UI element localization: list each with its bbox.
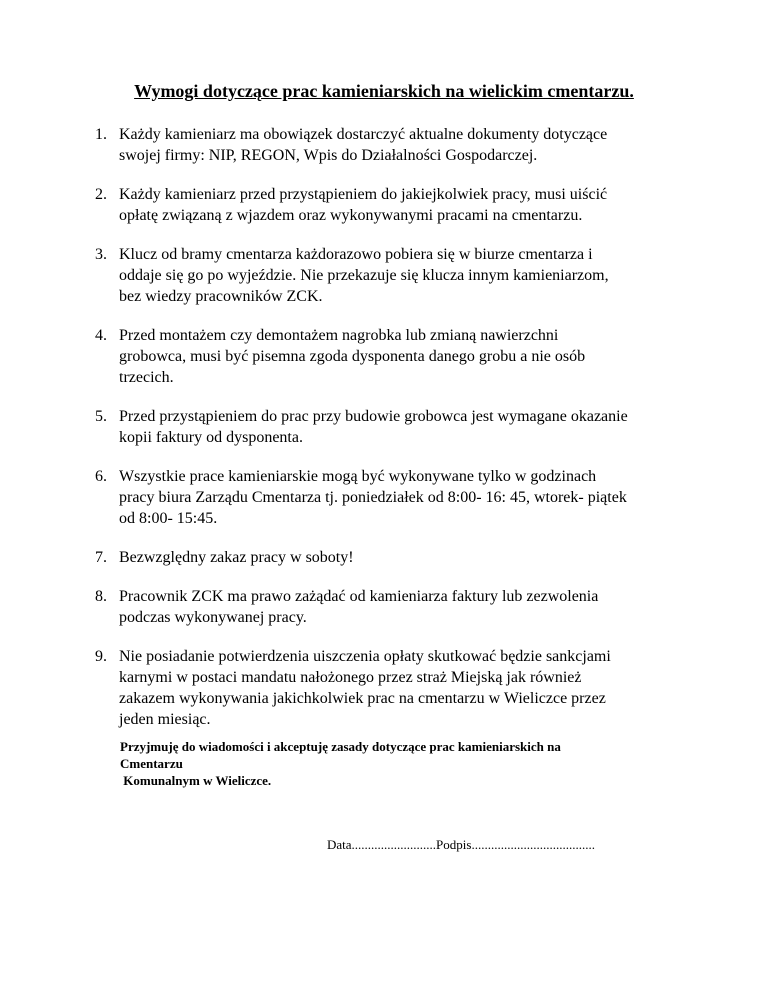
rule-text-line: Przed montażem czy demontażem nagrobka lub zmianą nawierzchni — [119, 327, 559, 344]
acceptance-statement — [120, 738, 680, 789]
date-signature-line: Data..........................Podpis...................................... — [327, 837, 595, 852]
rule-number: 5. — [95, 408, 107, 425]
rule-text-line: karnymi w postaci mandatu nałożonego przez straż Miejską jak również — [119, 669, 582, 686]
rule-text-line: grobowca, musi być pisemna zgoda dysponenta danego grobu a nie osób — [119, 348, 586, 365]
rule-item — [95, 184, 705, 226]
rule-text-line: trzecich. — [119, 369, 174, 386]
rule-number: 1. — [95, 126, 107, 143]
rule-number: 6. — [95, 468, 107, 485]
acceptance-line: Przyjmuję do wiadomości i akceptuję zasady dotyczące prac kamieniarskich na — [120, 739, 561, 754]
rule-text-line: Wszystkie prace kamieniarskie mogą być wykonywane tylko w godzinach — [119, 468, 597, 485]
rule-item — [95, 124, 705, 166]
document-title — [0, 80, 768, 102]
rule-number: 2. — [95, 186, 107, 203]
rule-text-line: Każdy kamieniarz przed przystąpieniem do jakiejkolwiek pracy, musi uiścić — [119, 186, 608, 203]
rule-number: 7. — [95, 549, 107, 566]
rule-item — [95, 325, 705, 388]
rule-item — [95, 244, 705, 307]
rule-number: 8. — [95, 588, 107, 605]
rule-text-line: Klucz od bramy cmentarza każdorazowo pobiera się w biurze cmentarza i — [119, 246, 593, 263]
rule-item — [95, 547, 705, 568]
acceptance-line: Cmentarzu — [120, 756, 183, 771]
rule-text-line: kopii faktury od dysponenta. — [119, 429, 303, 446]
rule-item — [95, 406, 705, 448]
rule-text-line: Każdy kamieniarz ma obowiązek dostarczyć aktualne dokumenty dotyczące — [119, 126, 608, 143]
rule-item — [95, 466, 705, 529]
rule-text-line: jeden miesiąc. — [119, 711, 211, 728]
rule-number: 4. — [95, 327, 107, 344]
rule-number: 3. — [95, 246, 107, 263]
rule-text-line: pracy biura Zarządu Cmentarza tj. poniedziałek od 8:00- 16: 45, wtorek- piątek — [119, 489, 627, 506]
rule-text-line: opłatę związaną z wjazdem oraz wykonywanymi pracami na cmentarzu. — [119, 207, 583, 224]
rule-text-line: oddaje się go po wyjeździe. Nie przekazuje się klucza innym kamieniarzom, — [119, 267, 609, 284]
acceptance-line: Komunalnym w Wieliczce. — [120, 773, 272, 788]
rule-text-line: od 8:00- 15:45. — [119, 510, 218, 527]
rule-text-line: podczas wykonywanej pracy. — [119, 609, 307, 626]
rule-text-line: Przed przystąpieniem do prac przy budowie grobowca jest wymagane okazanie — [119, 408, 628, 425]
rule-item — [95, 646, 705, 730]
rules-list — [95, 124, 705, 748]
document-title-text: Wymogi dotyczące prac kamieniarskich na wielickim cmentarzu. — [134, 81, 634, 102]
rule-text-line: zakazem wykonywania jakichkolwiek prac na cmentarzu w Wieliczce przez — [119, 690, 606, 707]
rule-text-line: bez wiedzy pracowników ZCK. — [119, 288, 323, 305]
rule-text-line: Bezwzględny zakaz pracy w soboty! — [119, 549, 354, 566]
rule-text-line: swojej firmy: NIP, REGON, Wpis do Działalności Gospodarczej. — [119, 147, 538, 164]
rule-item — [95, 586, 705, 628]
rule-text-line: Nie posiadanie potwierdzenia uiszczenia opłaty skutkować będzie sankcjami — [119, 648, 611, 665]
rule-text-line: Pracownik ZCK ma prawo zażądać od kamieniarza faktury lub zezwolenia — [119, 588, 599, 605]
rule-number: 9. — [95, 648, 107, 665]
